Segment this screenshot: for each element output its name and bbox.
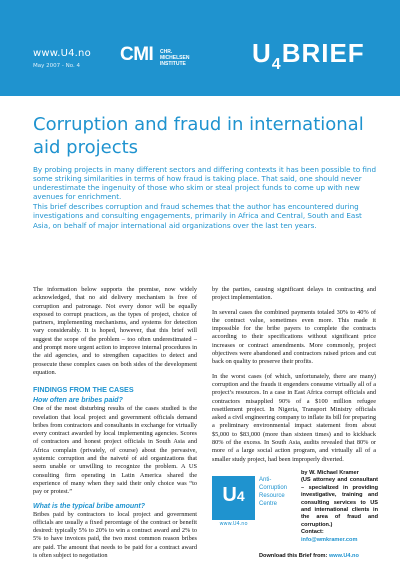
u4brief-logo <box>252 38 365 73</box>
u4-info-box <box>212 470 378 562</box>
right-column <box>212 286 376 470</box>
cmi-logo-text <box>160 49 189 67</box>
section-heading: FINDINGS FROM THE CASES <box>33 385 134 395</box>
issue-date: May 2007 - No. 4 <box>33 63 80 69</box>
intro-paragraph-2: This brief describes corruption and fraud schemes that the author has encountered during investigations and consulting engagements, primarily in Africa and Central, South and East Asia, on behalf of major international aid organizations over the last ten years. <box>33 202 362 230</box>
u4-desc-line-4: Centre <box>259 501 278 507</box>
body-paragraph: by the parties, causing significant delays in contracting and project implementation. <box>212 286 376 302</box>
download-line <box>259 553 379 559</box>
body-paragraph: In the worst cases (of which, unfortunately, there are many) corruption and the frauds it engenders consume virtually all of a project’s resources. In a case in East Africa corrupt officials and contractors misapplied 90% of a $100 million refugee resettlement project. In Nigeria, Transport Ministry officials asked a civil engineering company to inflate its bill for preparing a preliminary environmental impact statement from about $5,000 to $83,000 (more than sixteen times) and to kickback 80% of the excess. In South Asia, audits revealed that 80% or more of a large social action program, and virtually all of a smaller study project, had been improperly diverted. <box>212 372 376 463</box>
subheading-bribe-amount: What is the typical bribe amount? <box>33 502 146 510</box>
page-title: Corruption and fraud in international aid projects <box>33 114 364 158</box>
author-name: by W. Michael Kramer <box>301 470 359 476</box>
u4-url[interactable]: www.U4.no <box>219 521 248 527</box>
body-paragraph: The information below supports the premise, now widely acknowledged, that no aid delivery mechanism is free of corruption and patronage. Not every donor will be equally exposed to corrupt practices, as the types of project, choice of partners, implementing mechanisms, and systems for detection vary considerably. It is hoped, however, that this brief will suggest the scope of the problem – too often underestimated – and prompt more urgent action to improve internal procedures in the aid agencies, and to strengthen capacities to detect and prosecute these complex cases on both sides of the development equation. <box>33 286 197 376</box>
left-column <box>33 286 197 566</box>
u4-logo-4: 4 <box>236 488 245 504</box>
brand-rest: BRIEF <box>281 38 365 68</box>
cmi-logo: CMI <box>120 44 154 65</box>
author-info <box>301 470 378 544</box>
download-link[interactable]: www.U4.no <box>328 553 359 559</box>
body-paragraph: In several cases the combined payments totaled 30% to 40% of the contract value, sometimes even more. This made it impossible for the bribe payers to complete the contracts according to their specifications without significant price increases or contract amendments. More commonly, project objectives were abandoned and contractors raised prices and cut back on quality to preserve their profits. <box>212 308 376 366</box>
author-bio: (US attorney and consultant – specialized in providing investigative, training and consulting services to US and international clients in the area of fraud and corruption.) <box>301 477 378 528</box>
u4-logo-u: U <box>222 484 237 506</box>
brand-u: U <box>252 38 272 68</box>
cmi-line-1: CHR. <box>160 49 173 55</box>
u4-desc-line-1: Anti- <box>259 477 272 483</box>
header-band <box>0 0 400 96</box>
u4-logo <box>212 476 255 520</box>
cmi-line-3: INSTITUTE <box>160 61 186 67</box>
brand-4: 4 <box>271 56 282 73</box>
contact-label: Contact: <box>301 529 324 536</box>
intro-summary <box>33 165 381 231</box>
u4-desc-line-2: Corruption <box>259 485 288 491</box>
body-paragraph: Bribes paid by contractors to local project and government officials are usually a fixed percentage of the contract or benefit desired: typically 5% to 20% to win a contract award and 2% to 5% to have invoices paid, the two most common reason bribes are paid. The amount that needs to be paid for a contract award is often subject to negotiation <box>33 510 197 560</box>
download-label: Download this Brief from: <box>259 553 328 559</box>
author-email[interactable]: info@wmkramer.com <box>301 536 358 543</box>
u4-desc-line-3: Resource <box>259 493 285 499</box>
body-paragraph: One of the most disturbing results of the cases studied is the revelation that local project and government officials demand bribes from contractors and consultants in exchange for virtually every contract awarded by local implementing agencies. Scores of contractors and honest project officials in South Asia and Africa complain (privately, of course) about the pervasive, systemic corruption and the naiveté of aid organizations that seem unable or unwilling to recognize the problem. A US consulting firm operating in Latin America shared the experience of many when they said their only choice was “to pay or protest.” <box>33 405 197 496</box>
u4-description <box>259 476 287 508</box>
header-url[interactable]: www.U4.no <box>33 48 91 59</box>
subheading-bribe-frequency: How often are bribes paid? <box>33 397 123 405</box>
author-contact <box>301 529 378 544</box>
intro-paragraph-1: By probing projects in many different sectors and differing contexts it has been possible to find some striking similarities in terms of how fraud is taking place. That said, one should never underestimate the ingenuity of those who skim or steal project funds to come up with new avenues for enrichment. <box>33 165 377 202</box>
cmi-line-2: MICHELSEN <box>160 55 190 61</box>
